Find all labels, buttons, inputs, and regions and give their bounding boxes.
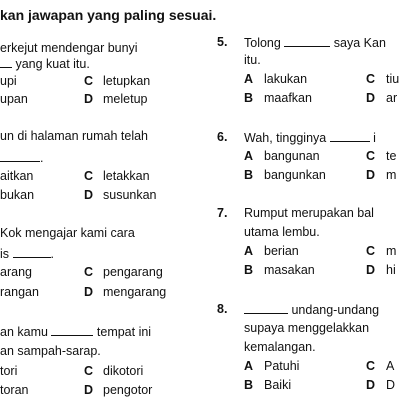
- q1-option-d[interactable]: meletup: [103, 92, 148, 106]
- q2-line2-text: .: [40, 151, 44, 165]
- q6-line1: [244, 131, 376, 145]
- instruction-title: kan jawapan yang paling sesuai.: [0, 7, 217, 23]
- q6-option-b[interactable]: bangunkan: [264, 168, 326, 182]
- q2-option-a[interactable]: aitkan: [0, 169, 34, 183]
- q3-option-c-letter: C: [84, 265, 94, 279]
- q7-line1: Rumput merupakan bal: [244, 206, 374, 220]
- q5-option-c-letter: C: [366, 72, 376, 86]
- q5-option-d[interactable]: ar: [386, 91, 398, 105]
- q5-option-a-letter: A: [244, 72, 254, 86]
- q1-blank: [0, 57, 12, 68]
- q4-line1-pre: an kamu: [0, 325, 52, 339]
- q7-option-d[interactable]: hi: [386, 263, 396, 277]
- q6-blank: [330, 131, 370, 142]
- q5-option-b[interactable]: maafkan: [264, 91, 312, 105]
- q7-option-c-letter: C: [366, 244, 376, 258]
- q2-option-b[interactable]: bukan: [0, 188, 35, 202]
- q2-line2: [0, 151, 43, 165]
- q1-option-d-letter: D: [84, 92, 94, 106]
- q4-option-a[interactable]: tori: [0, 364, 18, 378]
- q5-option-b-letter: B: [244, 91, 254, 105]
- q5-option-a[interactable]: lakukan: [264, 72, 308, 86]
- q7-option-b-letter: B: [244, 263, 254, 277]
- q2-blank: [0, 151, 40, 162]
- q1-option-b2[interactable]: upan: [0, 92, 28, 106]
- q8-option-c[interactable]: A: [386, 359, 395, 373]
- q5-line1: [244, 36, 386, 50]
- q8-option-d[interactable]: D: [386, 378, 396, 392]
- q4-option-b[interactable]: toran: [0, 383, 29, 397]
- q7-option-a-letter: A: [244, 244, 254, 258]
- q3-option-b[interactable]: rangan: [0, 285, 39, 299]
- q3-option-d[interactable]: mengarang: [103, 285, 167, 299]
- q5-line1-pre: Tolong: [244, 36, 285, 50]
- q2-option-d-letter: D: [84, 188, 94, 202]
- q3-line1: Kok mengajar kami cara: [0, 226, 135, 240]
- q2-line1: un di halaman rumah telah: [0, 129, 149, 143]
- q2-option-c-letter: C: [84, 169, 94, 183]
- q8-line2: supaya menggelakkan: [244, 321, 370, 335]
- q6-option-d-letter: D: [366, 168, 376, 182]
- q2-option-d[interactable]: susunkan: [103, 188, 157, 202]
- q7-option-c[interactable]: m: [386, 244, 397, 258]
- q3-line2-pre: is: [0, 247, 13, 261]
- q5-blank: [284, 36, 330, 47]
- q6-option-a-letter: A: [244, 149, 254, 163]
- q3-line2: [0, 247, 54, 261]
- q4-option-c[interactable]: dikotori: [103, 364, 144, 378]
- q8-line1-post: undang-undang: [288, 303, 380, 317]
- q1-line1: erkejut mendengar bunyi: [0, 41, 138, 55]
- q8-option-b[interactable]: Baiki: [264, 378, 292, 392]
- q4-line2: an sampah-sarap.: [0, 344, 101, 358]
- q7-option-a[interactable]: berian: [264, 244, 299, 258]
- q6-option-a[interactable]: bangunan: [264, 149, 320, 163]
- q5-line2: itu.: [244, 53, 261, 67]
- q8-option-a-letter: A: [244, 359, 254, 373]
- q1-line2: [0, 57, 90, 71]
- q1-option-b[interactable]: upi: [0, 74, 17, 88]
- q3-option-a[interactable]: arang: [0, 265, 32, 279]
- q8-option-d-letter: D: [366, 378, 376, 392]
- q3-option-d-letter: D: [84, 285, 94, 299]
- q1-line2-text: yang kuat itu.: [12, 57, 90, 71]
- q6-option-d[interactable]: m: [386, 168, 397, 182]
- q8-option-a[interactable]: Patuhi: [264, 359, 300, 373]
- q7-line2: utama lembu.: [244, 225, 320, 239]
- q8-option-b-letter: B: [244, 378, 254, 392]
- q8-line1: [244, 303, 379, 317]
- q6-line1-post: i: [369, 131, 376, 145]
- q5-option-d-letter: D: [366, 91, 376, 105]
- q6-option-c[interactable]: te: [386, 149, 397, 163]
- q3-line2-post: .: [50, 247, 54, 261]
- q8-option-c-letter: C: [366, 359, 376, 373]
- q3-blank: [13, 247, 51, 258]
- q1-option-c-letter: C: [84, 74, 94, 88]
- q6-option-c-letter: C: [366, 149, 376, 163]
- q6-option-b-letter: B: [244, 168, 254, 182]
- q2-option-c[interactable]: letakkan: [103, 169, 150, 183]
- q4-blank: [51, 325, 93, 336]
- q1-option-c[interactable]: letupkan: [103, 74, 151, 88]
- q5-line1-post: saya Kan: [330, 36, 386, 50]
- q7-number: 7.: [217, 206, 228, 220]
- q4-option-d[interactable]: pengotor: [103, 383, 153, 397]
- q5-number: 5.: [217, 35, 228, 49]
- q8-blank: [244, 303, 288, 314]
- q4-option-c-letter: C: [84, 364, 94, 378]
- q6-number: 6.: [217, 130, 228, 144]
- q8-number: 8.: [217, 302, 228, 316]
- q3-option-c[interactable]: pengarang: [103, 265, 163, 279]
- q7-option-d-letter: D: [366, 263, 376, 277]
- q5-option-c[interactable]: tiu: [386, 72, 400, 86]
- q6-line1-pre: Wah, tingginya: [244, 131, 330, 145]
- q7-option-b[interactable]: masakan: [264, 263, 315, 277]
- q4-option-d-letter: D: [84, 383, 94, 397]
- q8-line3: kemalangan.: [244, 340, 316, 354]
- q4-line1: [0, 325, 151, 339]
- q4-line1-post: tempat ini: [93, 325, 152, 339]
